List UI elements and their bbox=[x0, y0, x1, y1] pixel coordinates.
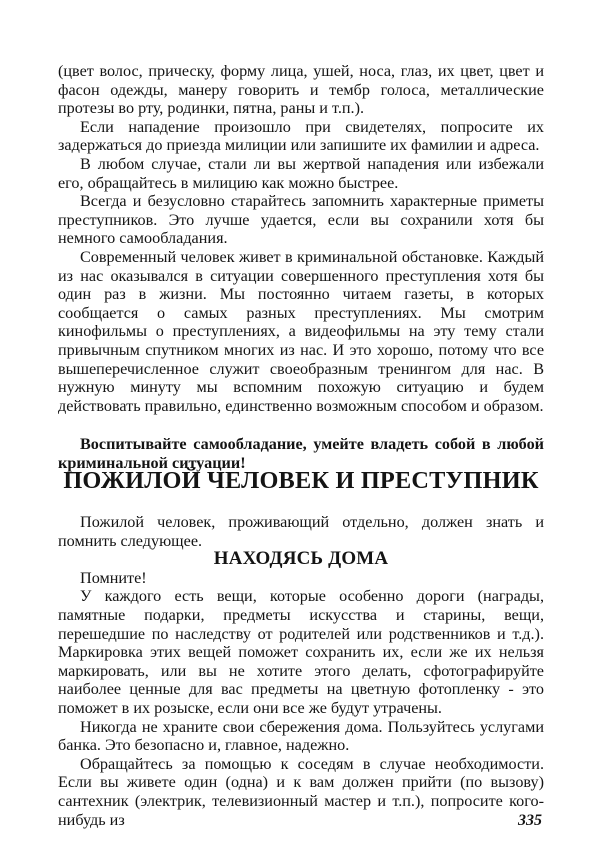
paragraph-witnesses: Если нападение произошло при свидетелях, попросите их задержаться до приезда милиции или запишите их фамилии и адреса. bbox=[58, 117, 544, 155]
page-body bbox=[58, 62, 544, 829]
paragraph-appearance-list: (цвет волос, прическу, форму лица, ушей, носа, глаз, их цвет, цвет и фасон одежды, манеру говорить и тембр голоса, металлические протезы во рту, родинки, пятна, раны и т.п.). bbox=[58, 62, 544, 118]
paragraph-contact-police: В любом случае, стали ли вы жертвой нападения или избежали его, обращайтесь в милицию как можно быстрее. bbox=[58, 154, 544, 192]
paragraph-savings: Никогда не храните свои сбережения дома. Пользуйтесь услугами банка. Это безопасно и, главное, надежно. bbox=[58, 717, 544, 755]
paragraph-neighbors: Обращайтесь за помощью к соседям в случае необходимости. Если вы живете один (одна) и к вам должен прийти (по вызову) сантехник (электрик, телевизионный мастер и т.п.), попросите кого-нибудь из bbox=[58, 754, 544, 829]
paragraph-criminal-environment: Современный человек живет в криминальной обстановке. Каждый из нас оказывался в ситуации совершенного преступления хотя бы один раз в жизни. Мы постоянно читаем газеты, в которых сообщается о самых разных преступлениях. Мы смотрим кинофильмы о преступлениях, а видеофильмы на эту тему стали привычным спутником многих из нас. И это хорошо, потому что все вышеперечисленное служит своеобразным тренингом для нас. В нужную минуту мы вспомним похожую ситуацию и будем действовать правильно, единственно возможным способом и образом. bbox=[58, 247, 544, 415]
section-heading: ПОЖИЛОЙ ЧЕЛОВЕК И ПРЕСТУПНИК bbox=[63, 467, 539, 495]
paragraph-elderly-intro: Пожилой человек, проживающий отдельно, должен знать и помнить следующее. bbox=[58, 513, 544, 550]
paragraph-self-control: Воспитывайте самообладание, умейте владеть собой в любой криминальной ситуации! bbox=[58, 435, 544, 472]
subsection-heading: НАХОДЯСЬ ДОМА bbox=[213, 548, 389, 570]
page-number: 335 bbox=[518, 812, 542, 829]
paragraph-remember-features: Всегда и безусловно старайтесь запомнить характерные приметы преступников. Это лучше удается, если вы сохранили хотя бы немного самообладания. bbox=[58, 192, 544, 248]
paragraph-remember: Помните! bbox=[80, 568, 147, 587]
paragraph-valuables: У каждого есть вещи, которые особенно дороги (награды, памятные подарки, предметы искусства и старины, вещи, перешедшие по наследству от родителей или родственников и т.д.). Маркировка этих вещей поможет сохранить их, если же их нельзя маркировать, или вы не хотите этого делать, сфотографируйте наиболее ценные для вас предметы на цветную фотопленку - это поможет в их розыске, если они все же будут утрачены. bbox=[58, 587, 544, 717]
